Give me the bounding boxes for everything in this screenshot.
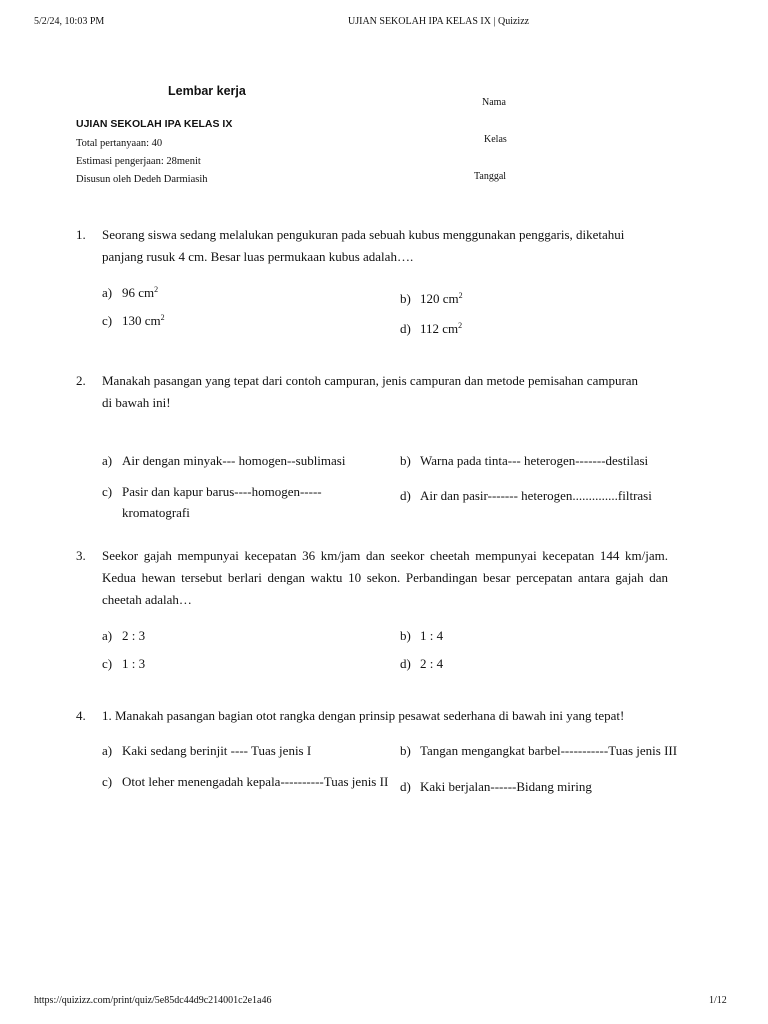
option-d[interactable]: [400, 318, 462, 340]
option-superscript: 2: [458, 291, 463, 300]
question-line: panjang rusuk 4 cm. Besar luas permukaan kubus adalah….: [102, 249, 414, 264]
page-number: 1/12: [709, 995, 727, 1006]
print-datetime: 5/2/24, 10:03 PM: [34, 16, 105, 27]
option-c[interactable]: [102, 481, 342, 523]
question-text: [102, 705, 668, 727]
option-superscript: 2: [160, 313, 165, 322]
option-letter: d): [400, 321, 411, 336]
option-text: Air dengan minyak--- homogen--sublimasi: [122, 453, 346, 468]
option-a[interactable]: [102, 282, 158, 304]
option-a[interactable]: [102, 740, 311, 762]
option-b[interactable]: [400, 625, 443, 647]
option-letter: b): [400, 628, 411, 643]
option-letter: a): [102, 453, 113, 468]
option-text: 130 cm: [122, 313, 161, 328]
option-text: 2 : 4: [420, 656, 444, 671]
option-b[interactable]: [400, 288, 463, 310]
question-number: 4.: [76, 708, 86, 723]
option-a[interactable]: [102, 450, 345, 472]
option-letter: d): [400, 779, 411, 794]
option-letter: c): [102, 484, 113, 499]
total-questions: Total pertanyaan: 40: [76, 138, 163, 149]
option-text: 112 cm: [420, 321, 459, 336]
question-line: 1. Manakah pasangan bagian otot rangka dengan prinsip pesawat sederhana di bawah ini yang tepat!: [102, 708, 625, 723]
option-letter: b): [400, 453, 411, 468]
option-text: Kaki berjalan------Bidang miring: [420, 779, 592, 794]
option-letter: d): [400, 488, 411, 503]
option-superscript: 2: [154, 285, 159, 294]
worksheet-heading: Lembar kerja: [168, 84, 246, 98]
option-a[interactable]: [102, 625, 145, 647]
date-label: Tanggal: [474, 171, 507, 182]
author-line: Disusun oleh Dedeh Darmiasih: [76, 174, 208, 185]
option-text: Tangan mengangkat barbel-----------Tuas jenis III: [420, 743, 678, 758]
option-c[interactable]: [102, 310, 165, 332]
option-b[interactable]: [400, 740, 677, 762]
option-letter: b): [400, 291, 411, 306]
question-line: cheetah adalah…: [102, 592, 192, 607]
option-letter: a): [102, 628, 113, 643]
question-line: Kedua hewan tersebut berlari dengan waktu 10 sekon. Perbandingan besar percepatan antara gajah dan: [102, 570, 668, 585]
quiz-title: UJIAN SEKOLAH IPA KELAS IX: [76, 118, 233, 130]
option-text: Air dan pasir------- heterogen..............filtrasi: [420, 488, 652, 503]
option-b[interactable]: [400, 450, 648, 472]
option-text: 2 : 3: [122, 628, 146, 643]
question-line: Seorang siswa sedang melalukan pengukuran pada sebuah kubus menggunakan penggaris, diketahui: [102, 227, 625, 242]
question-text: [102, 545, 668, 611]
option-letter: a): [102, 743, 113, 758]
option-letter: a): [102, 285, 113, 300]
option-letter: d): [400, 656, 411, 671]
question-number: 2.: [76, 373, 86, 388]
option-text: 1 : 4: [420, 628, 444, 643]
option-text: 120 cm: [420, 291, 459, 306]
option-letter: c): [102, 774, 113, 789]
option-c[interactable]: [102, 653, 145, 675]
option-letter: b): [400, 743, 411, 758]
option-letter: c): [102, 313, 113, 328]
class-label: Kelas: [484, 134, 507, 145]
question-text: [102, 224, 668, 268]
option-c[interactable]: [102, 771, 392, 792]
option-letter: c): [102, 656, 113, 671]
option-text: Pasir dan kapur barus----homogen----- kromatografi: [122, 484, 322, 520]
question-text: [102, 370, 658, 414]
question-line: di bawah ini!: [102, 395, 171, 410]
option-d[interactable]: [400, 776, 592, 798]
question-line: Manakah pasangan yang tepat dari contoh campuran, jenis campuran dan metode pemisahan campuran: [102, 373, 639, 388]
option-text: 96 cm: [122, 285, 155, 300]
option-text: 1 : 3: [122, 656, 146, 671]
option-text: Otot leher menengadah kepala----------Tuas jenis II: [122, 774, 389, 789]
option-d[interactable]: [400, 485, 652, 507]
question-number: 1.: [76, 227, 86, 242]
print-page-title: UJIAN SEKOLAH IPA KELAS IX | Quizizz: [348, 16, 530, 27]
print-url: https://quizizz.com/print/quiz/5e85dc44d9c214001c2e1a46: [34, 995, 272, 1006]
option-text: Warna pada tinta--- heterogen-------destilasi: [420, 453, 649, 468]
name-label: Nama: [482, 97, 506, 108]
question-number: 3.: [76, 548, 86, 563]
question-line: Seekor gajah mempunyai kecepatan 36 km/jam dan seekor cheetah mempunyai kecepatan 144 km/jam.: [102, 548, 668, 563]
option-d[interactable]: [400, 653, 443, 675]
option-superscript: 2: [458, 321, 463, 330]
option-text: Kaki sedang berinjit ---- Tuas jenis I: [122, 743, 312, 758]
time-estimate: Estimasi pengerjaan: 28menit: [76, 156, 201, 167]
